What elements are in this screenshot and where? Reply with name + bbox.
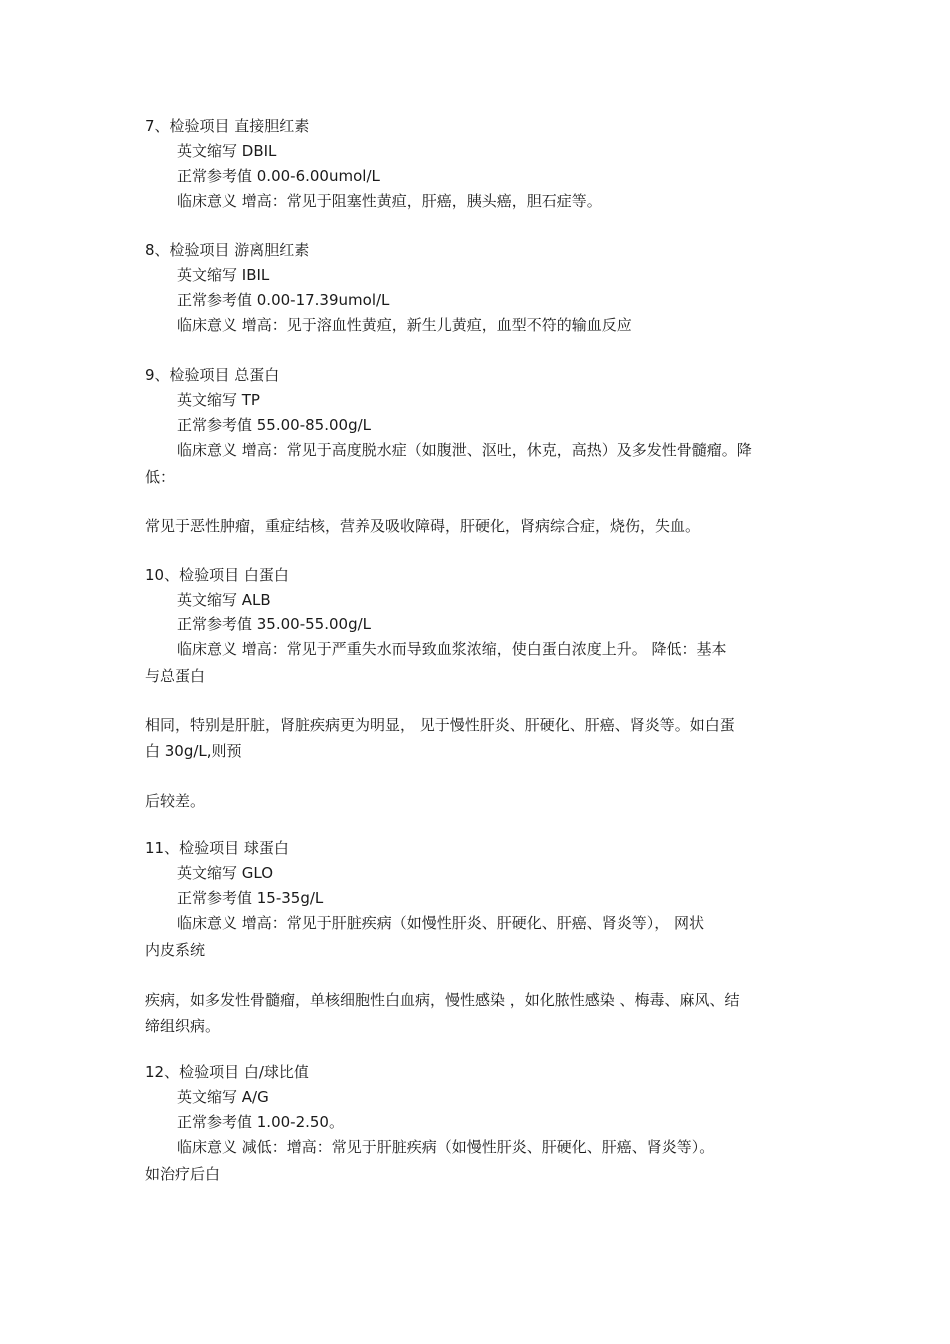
item-ref: 正常参考值 0.00-17.39umol/L <box>177 291 390 309</box>
item-title: 11、检验项目 球蛋白 <box>145 839 289 857</box>
item-abbr: 英文缩写 IBIL <box>177 266 270 284</box>
item-abbr: 英文缩写 ALB <box>177 591 271 609</box>
item-title: 10、检验项目 白蛋白 <box>145 566 289 584</box>
item-meaning-line2: 低： <box>145 468 176 486</box>
item-title: 12、检验项目 白/球比值 <box>145 1063 309 1081</box>
item-ref: 正常参考值 15-35g/L <box>177 889 324 907</box>
item-meaning-paragraph: 后较差。 <box>145 792 206 810</box>
item-meaning-line1: 临床意义 增高：常见于严重失水而导致血浆浓缩，使白蛋白浓度上升。 降低：基本 <box>177 640 727 658</box>
item-meaning-paragraph-line1: 相同，特别是肝脏，肾脏疾病更为明显， 见于慢性肝炎、肝硬化、肝癌、肾炎等。如白蛋 <box>145 716 735 734</box>
item-meaning-paragraph-line1: 疾病，如多发性骨髓瘤，单核细胞性白血病，慢性感染 ，如化脓性感染 、梅毒、麻风、结 <box>145 991 740 1009</box>
item-meaning-paragraph-line2: 白 30g/L,则预 <box>145 742 242 760</box>
item-title: 9、检验项目 总蛋白 <box>145 366 280 384</box>
item-ref: 正常参考值 35.00-55.00g/L <box>177 615 371 633</box>
item-ref: 正常参考值 1.00-2.50。 <box>177 1113 344 1131</box>
item-meaning-line2: 与总蛋白 <box>145 667 206 685</box>
item-meaning: 临床意义 增高：见于溶血性黄疸，新生儿黄疸，血型不符的输血反应 <box>177 316 632 334</box>
item-meaning-line2: 如治疗后白 <box>145 1165 221 1183</box>
item-meaning-paragraph: 常见于恶性肿瘤，重症结核，营养及吸收障碍，肝硬化，肾病综合症，烧伤，失血。 <box>145 517 701 535</box>
item-meaning: 临床意义 增高：常见于阻塞性黄疸，肝癌，胰头癌，胆石症等。 <box>177 192 602 210</box>
item-abbr: 英文缩写 DBIL <box>177 142 277 160</box>
item-abbr: 英文缩写 A/G <box>177 1088 269 1106</box>
item-meaning-paragraph-line2: 缔组织病。 <box>145 1017 221 1035</box>
item-ref: 正常参考值 0.00-6.00umol/L <box>177 167 380 185</box>
item-abbr: 英文缩写 TP <box>177 391 260 409</box>
item-title: 7、检验项目 直接胆红素 <box>145 117 310 135</box>
item-title: 8、检验项目 游离胆红素 <box>145 241 310 259</box>
item-meaning-line2: 内皮系统 <box>145 941 206 959</box>
item-meaning-line1: 临床意义 增高：常见于高度脱水症（如腹泄、沤吐，休克，高热）及多发性骨髓瘤。降 <box>177 441 752 459</box>
item-abbr: 英文缩写 GLO <box>177 864 274 882</box>
item-meaning-line1: 临床意义 减低：增高：常见于肝脏疾病（如慢性肝炎、肝硬化、肝癌、肾炎等）。 <box>177 1138 715 1156</box>
item-ref: 正常参考值 55.00-85.00g/L <box>177 416 371 434</box>
item-meaning-line1: 临床意义 增高：常见于肝脏疾病（如慢性肝炎、肝硬化、肝癌、肾炎等）， 网状 <box>177 914 705 932</box>
